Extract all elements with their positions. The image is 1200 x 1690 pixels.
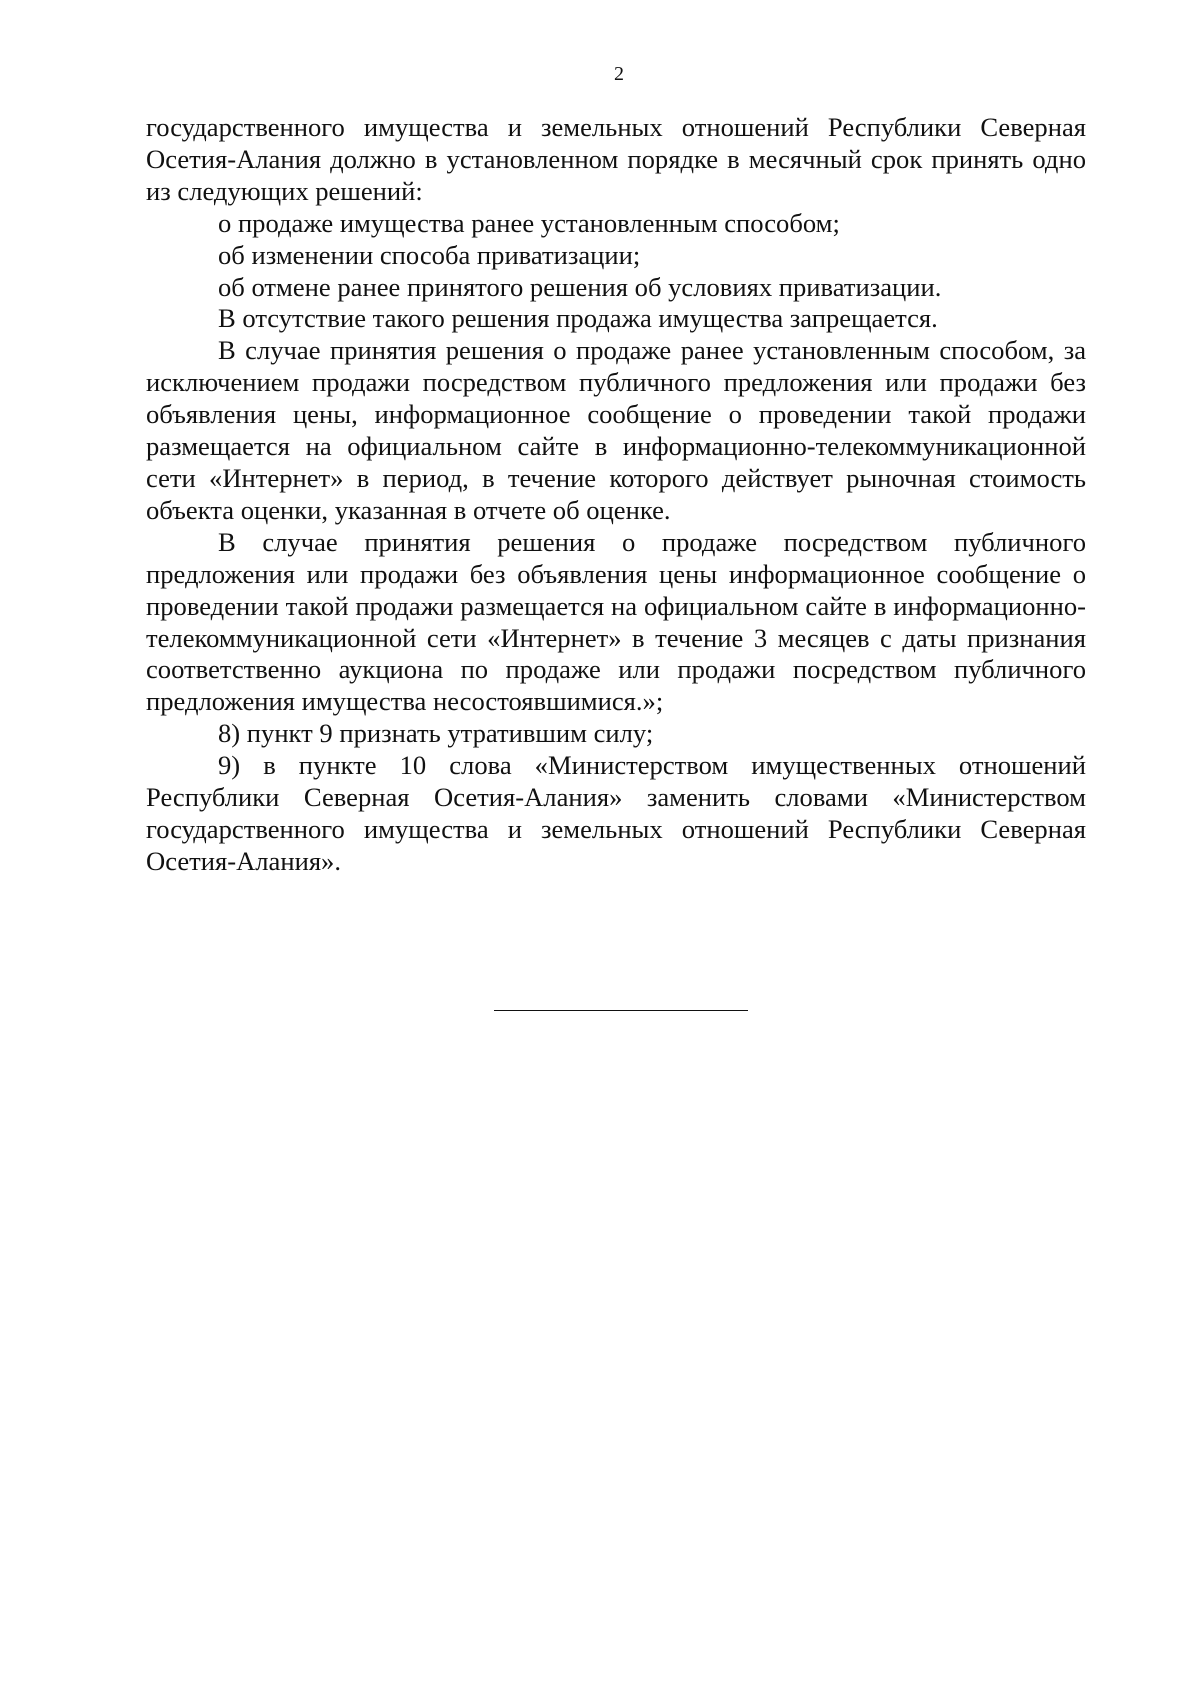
option-change-method: об изменении способа приватизации; xyxy=(218,239,641,270)
list-item-8: 8) пункт 9 признать утратившим силу; xyxy=(218,718,654,749)
paragraph-continuation: государственного имущества и земельных отношений Республики Северная Осетия-Алания должно в установленном порядке в месячный срок принять одно из следующих решений: xyxy=(146,112,1086,206)
option-cancel-decision: об отмене ранее принятого решения об условиях приватизации. xyxy=(218,271,942,302)
end-separator-line xyxy=(494,1010,748,1011)
paragraph-same-method-notice: В случае принятия решения о продаже ранее установленным способом, за исключением продажи посредством публичного предложения или продажи без объявления цены, информационное сообщение о проведении такой продажи размещается на официальном сайте в информационно-телекоммуникационной сети «Интернет» в период, в течение которого действует рыночная стоимость объекта оценки, указанная в отчете об оценке. xyxy=(146,335,1086,525)
paragraph-public-offer-notice: В случае принятия решения о продаже посредством публичного предложения или продажи без объявления цены информационное сообщение о проведении такой продажи размещается на официальном сайте в информационно-телекоммуникационной сети «Интернет» в течение 3 месяцев с даты признания соответственно аукциона по продаже или продажи посредством публичного предложения имущества несостоявшимися.»; xyxy=(146,526,1086,717)
paragraph-sale-prohibited: В отсутствие такого решения продажа имущества запрещается. xyxy=(218,303,938,334)
page-number: 2 xyxy=(614,63,624,85)
document-body xyxy=(146,112,1086,878)
list-item-9: 9) в пункте 10 слова «Министерством имущественных отношений Республики Северная Осетия-Алания» заменить словами «Министерством государственного имущества и земельных отношений Республики Северная Осетия-Алания». xyxy=(146,750,1086,876)
option-sale-same-method: о продаже имущества ранее установленным способом; xyxy=(218,207,840,238)
